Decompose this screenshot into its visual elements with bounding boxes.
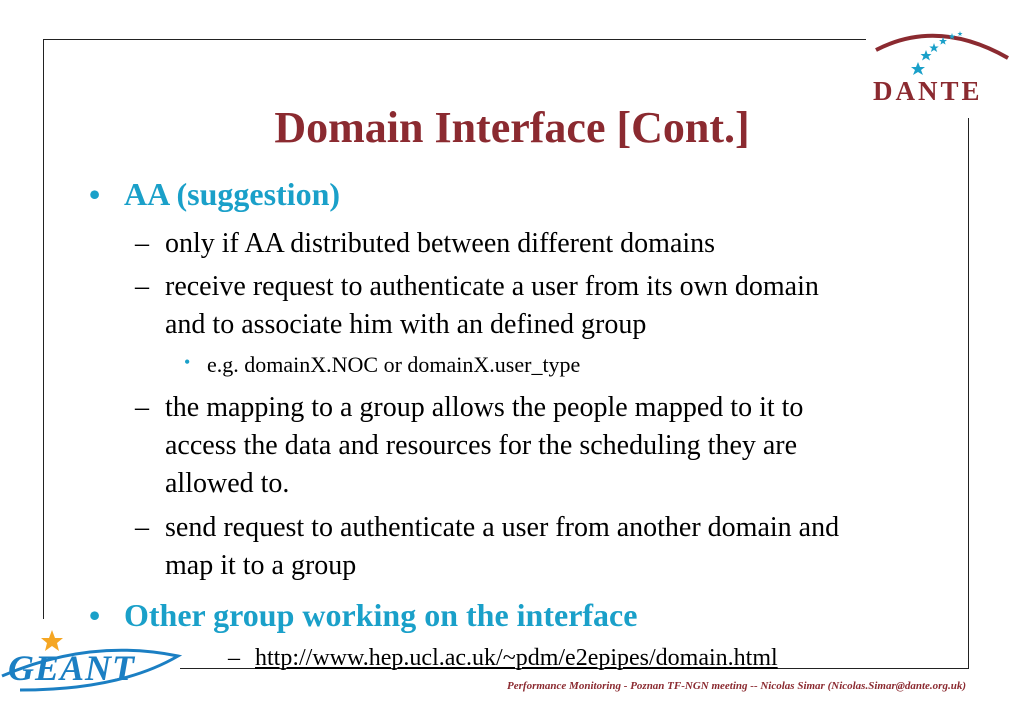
list-item-line: send request to authenticate a user from another domain and — [165, 512, 840, 543]
dash-icon: – — [135, 228, 149, 259]
footer-text: Performance Monitoring - Poznan TF-NGN meeting -- Nicolas Simar (Nicolas.Simar@dante.org.uk) — [507, 680, 966, 692]
frame-top-line — [43, 39, 866, 40]
dash-icon: – — [135, 392, 149, 423]
list-item-line: access the data and resources for the scheduling they are — [165, 430, 798, 461]
dash-icon: – — [135, 512, 149, 543]
bullet-aa — [89, 176, 341, 213]
list-item-line: only if AA distributed between different domains — [165, 228, 716, 259]
bullet-other-group — [89, 597, 638, 634]
sub-bullet-dot-icon: • — [184, 352, 191, 372]
dante-logo-text: DANTE — [873, 76, 983, 106]
sub-list-item-label: e.g. domainX.NOC or domainX.user_type — [207, 352, 581, 377]
bullet-aa-label: AA (suggestion) — [124, 176, 341, 212]
bullet-dot-icon: • — [89, 597, 101, 633]
geant-logo-text: GEANT — [8, 648, 136, 688]
list-item — [228, 643, 778, 673]
sub-list-item — [184, 352, 581, 378]
bullet-dot-icon: • — [89, 176, 101, 212]
list-item-line: the mapping to a group allows the people mapped to it to — [165, 392, 804, 423]
list-item — [135, 268, 819, 344]
frame-right-line — [968, 118, 969, 668]
list-item-line: allowed to. — [165, 468, 290, 499]
list-item — [135, 389, 804, 503]
list-item-line: receive request to authenticate a user from its own domain — [165, 271, 819, 302]
domain-interface-link[interactable]: http://www.hep.ucl.ac.uk/~pdm/e2epipes/domain.html — [255, 645, 778, 671]
bullet-other-group-label: Other group working on the interface — [124, 597, 638, 633]
list-item — [135, 225, 716, 263]
list-item-line: map it to a group — [165, 550, 357, 581]
list-item — [135, 509, 840, 585]
dash-icon: – — [135, 271, 149, 302]
slide-title: Domain Interface [Cont.] — [274, 103, 750, 152]
list-item-line: and to associate him with an defined group — [165, 309, 647, 340]
dash-icon: – — [228, 645, 240, 671]
